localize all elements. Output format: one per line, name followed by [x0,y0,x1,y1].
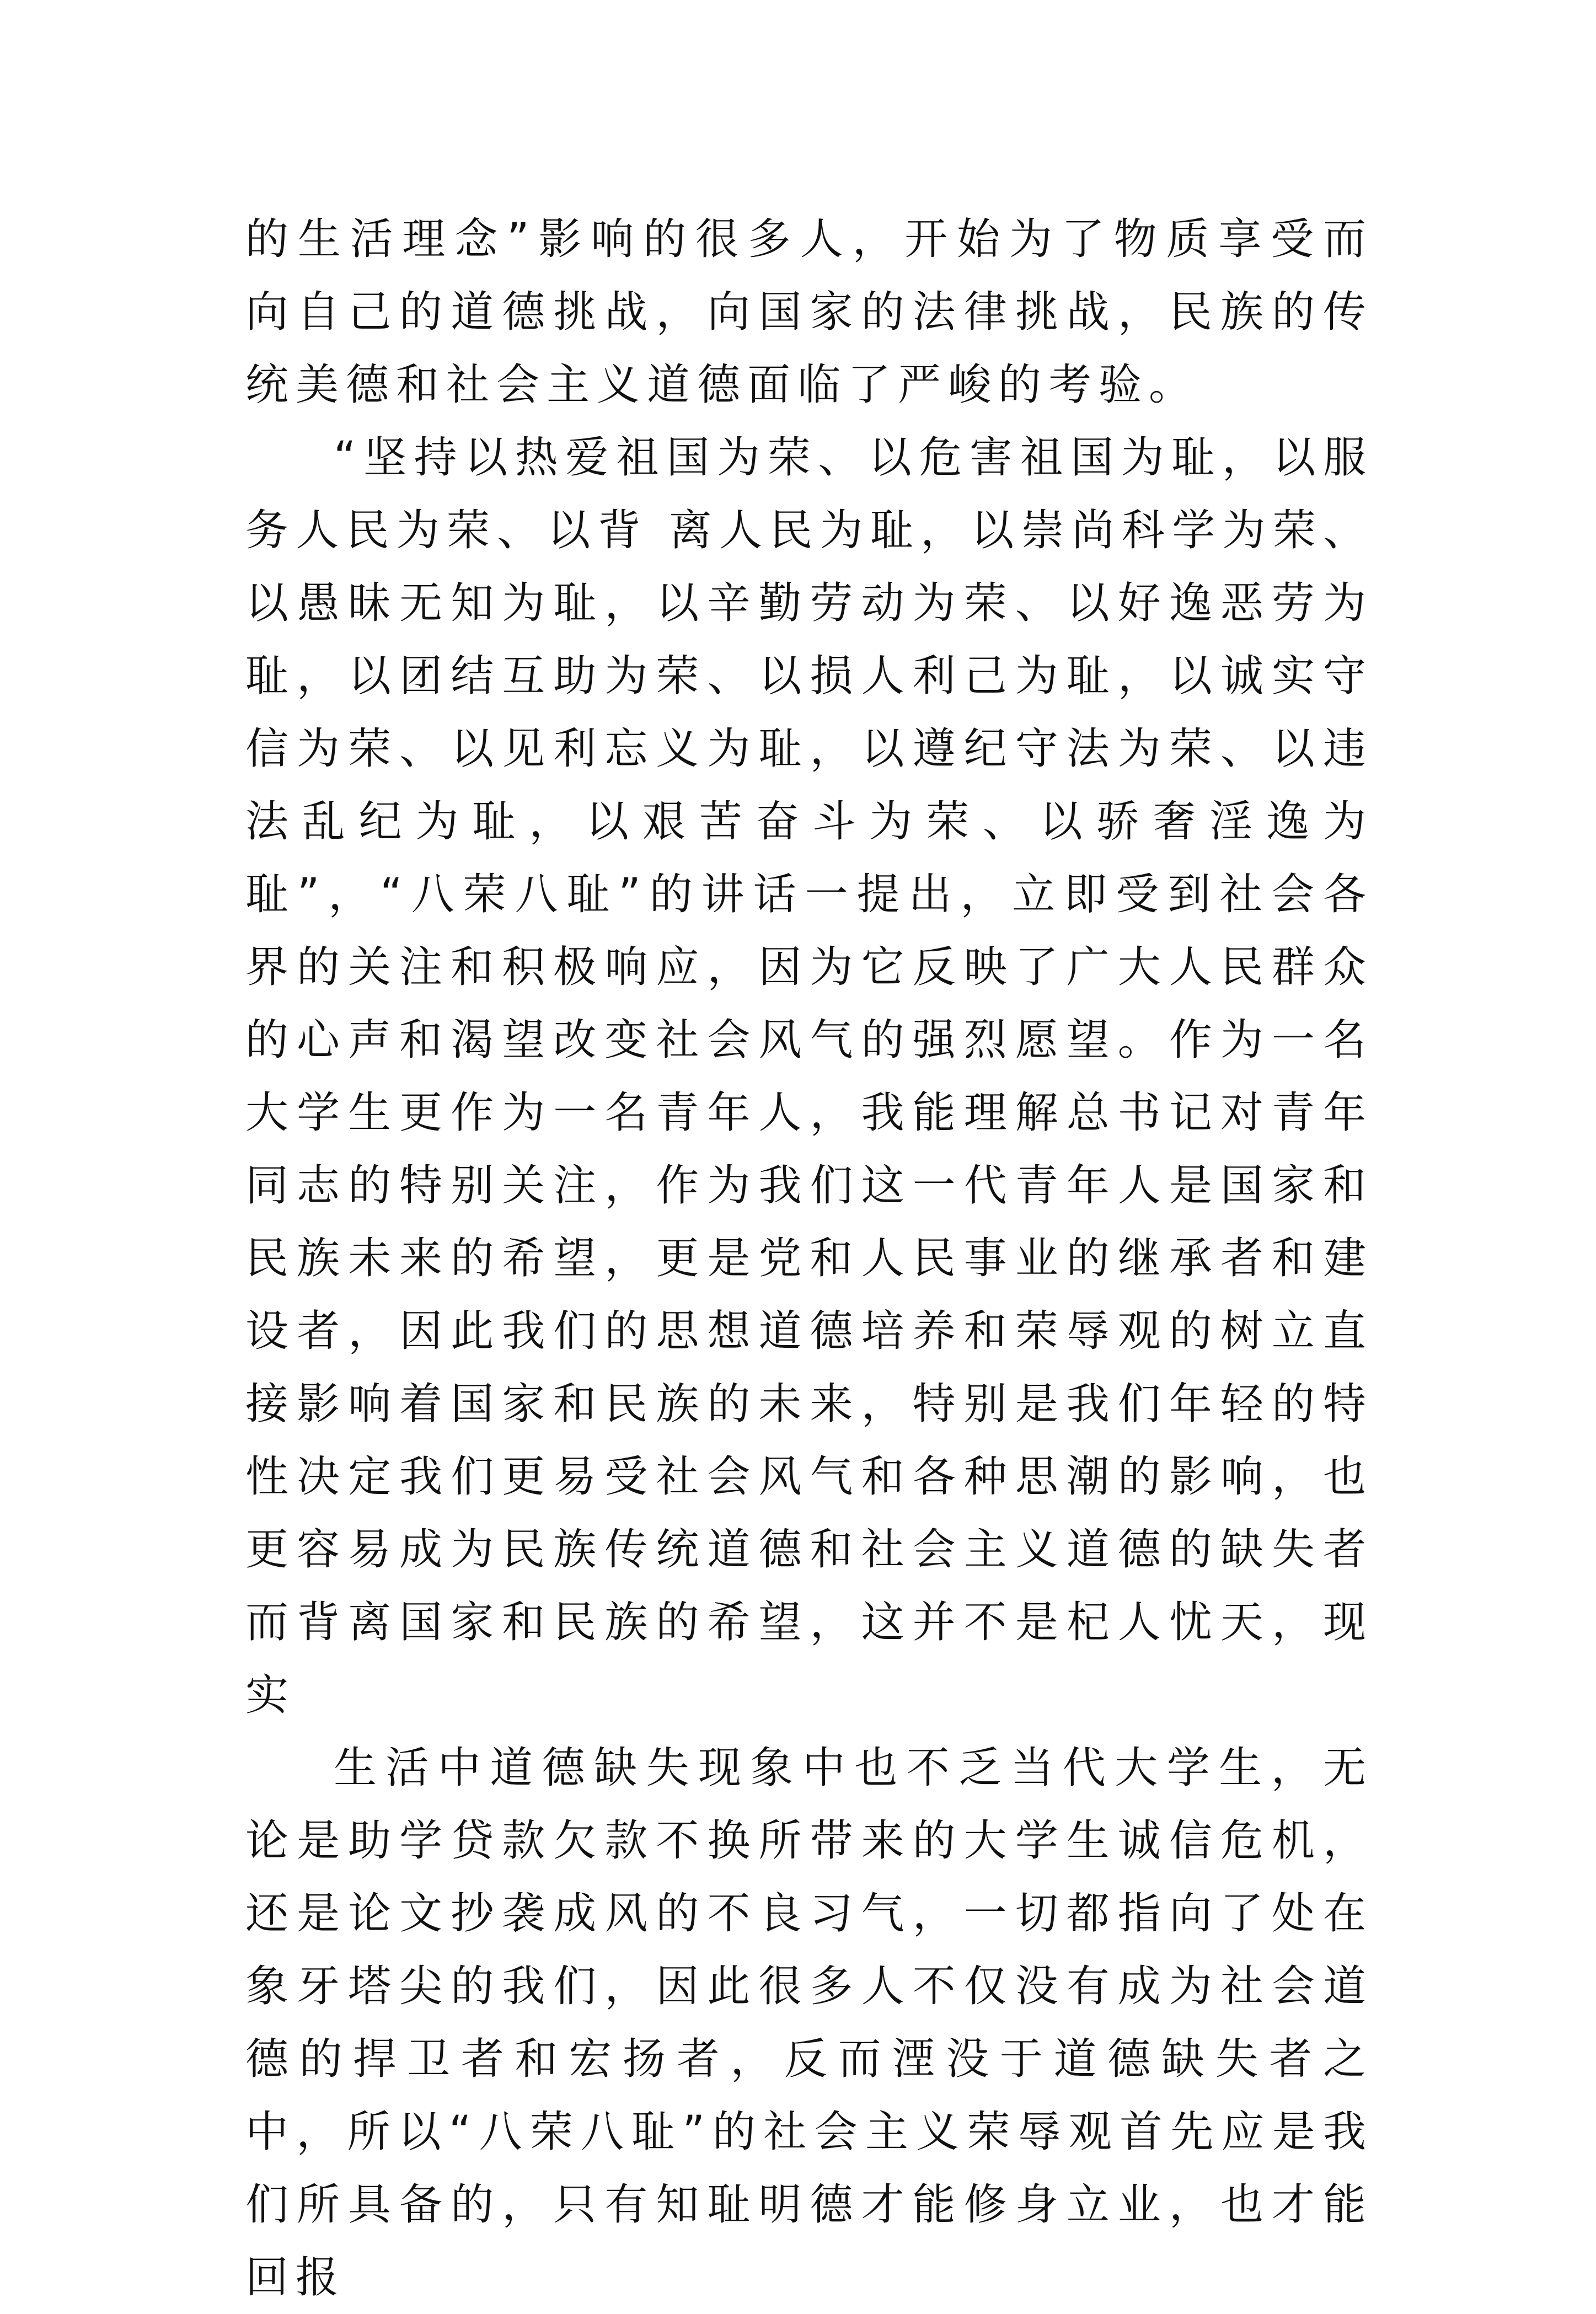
document-body [245,203,1373,2314]
paragraph-student-morality: 生活中道德缺失现象中也不乏当代大学生，无论是助学贷款欠款不换所带来的大学生诚信危机，还是论文抄袭成风的不良习气，一切都指向了处在象牙塔尖的我们，因此很多人不仅没有成为社会道德的捍卫者和宏扬者，反而湮没于道德缺失者之中，所以“八荣八耻”的社会主义荣辱观首先应是我们所具备的，只有知耻明德才能修身立业，也才能回报 [245,1743,1373,2302]
paragraph-eight-honors: “坚持以热爱祖国为荣、以危害祖国为耻，以服务人民为荣、以背 离人民为耻，以崇尚科学为荣、以愚昧无知为耻，以辛勤劳动为荣、以好逸恶劳为耻，以团结互助为荣、以损人利己为耻，以诚实守信为荣、以见利忘义为耻，以遵纪守法为荣、以违法乱纪为耻，以艰苦奋斗为荣、以骄奢淫逸为耻”，“八荣八耻”的讲话一提出，立即受到社会各界的关注和积极响应，因为它反映了广大人民群众的心声和渴望改变社会风气的强烈愿望。作为一名大学生更作为一名青年人，我能理解总书记对青年同志的特别关注，作为我们这一代青年人是国家和民族未来的希望，更是党和人民事业的继承者和建设者，因此我们的思想道德培养和荣辱观的树立直接影响着国家和民族的未来，特别是我们年轻的特性决定我们更易受社会风气和各种思潮的影响，也更容易成为民族传统道德和社会主义道德的缺失者而背离国家和民族的希望，这并不是杞人忧天，现实 [245,433,1373,1720]
paragraph-continuation: 的生活理念”影响的很多人，开始为了物质享受而向自己的道德挑战，向国家的法律挑战，民族的传统美德和社会主义道德面临了严峻的考验。 [245,215,1373,410]
